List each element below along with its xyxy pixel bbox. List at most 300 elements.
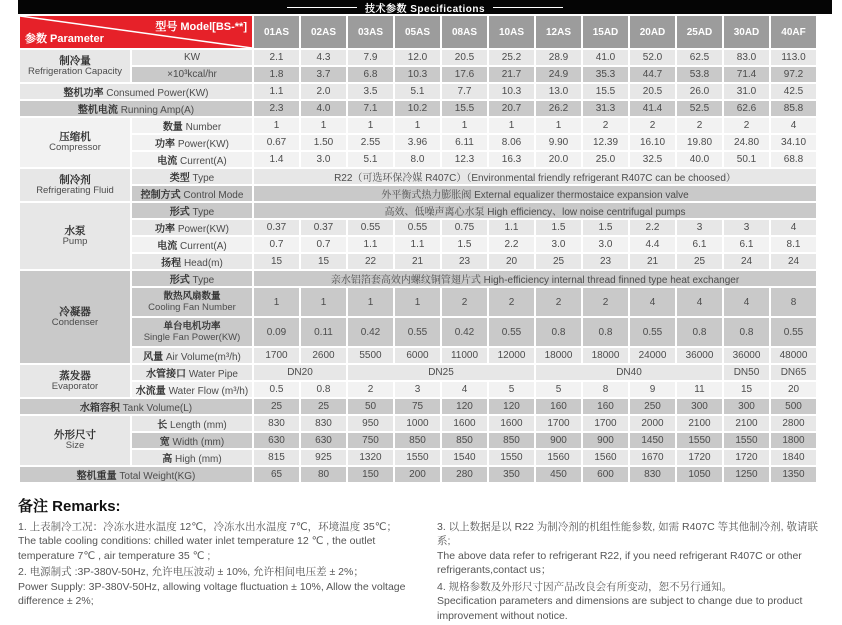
row-label-pump-type — [131, 202, 253, 219]
label-zh: 功率 — [155, 224, 176, 235]
value-cell-consumed-power-01AS: 1.1 — [253, 83, 300, 100]
value-cell-compressor-number-08AS: 1 — [441, 117, 488, 134]
value-cell-size-length-08AS: 1600 — [441, 415, 488, 432]
table-row-refrigerant-control — [19, 185, 817, 202]
title-left-rule — [287, 7, 357, 8]
value-cell-size-high-10AS: 1550 — [488, 449, 535, 466]
value-cell-evaporator-flow-08AS: 4 — [441, 381, 488, 398]
value-cell-compressor-power-03AS: 2.55 — [347, 134, 394, 151]
span-cell-evaporator-pipe-DN65: DN65 — [770, 364, 817, 381]
value-cell-compressor-number-15AD: 2 — [582, 117, 629, 134]
row-label-evaporator-flow — [131, 381, 253, 398]
label-zh: 水流量 — [135, 386, 166, 397]
value-cell-compressor-current-10AS: 16.3 — [488, 151, 535, 168]
remarks-title: 备注 Remarks: — [18, 498, 121, 515]
model-header-08AS: 08AS — [441, 15, 488, 49]
value-cell-capacity-kw-20AD: 52.0 — [629, 49, 676, 66]
value-cell-evaporator-flow-12AS: 5 — [535, 381, 582, 398]
value-cell-total-weight-10AS: 350 — [488, 466, 535, 483]
value-cell-total-weight-30AD: 1250 — [723, 466, 770, 483]
span-cell-evaporator-pipe-DN50: DN50 — [723, 364, 770, 381]
value-cell-tank-volume-12AS: 160 — [535, 398, 582, 415]
label-en: Water Pipe — [188, 369, 238, 380]
value-cell-compressor-number-30AD: 2 — [723, 117, 770, 134]
value-cell-running-amp-10AS: 20.7 — [488, 100, 535, 117]
remark-zh: 1. 上表制冷工况：冷冻水进水温度 12℃，冷冻水出水温度 7℃，环境温度 35℃； — [18, 521, 397, 533]
value-cell-tank-volume-20AD: 250 — [629, 398, 676, 415]
value-cell-condenser-air-volume-10AS: 12000 — [488, 347, 535, 364]
value-cell-size-width-08AS: 850 — [441, 432, 488, 449]
row-label-refrigerant-type — [131, 168, 253, 185]
span-cell-evaporator-pipe-DN25: DN25 — [347, 364, 535, 381]
label-zh: 形式 — [169, 207, 190, 218]
value-cell-tank-volume-01AS: 25 — [253, 398, 300, 415]
value-cell-size-high-40AF: 1840 — [770, 449, 817, 466]
value-cell-running-amp-02AS: 4.0 — [300, 100, 347, 117]
table-row-compressor-power — [19, 134, 817, 151]
value-cell-tank-volume-08AS: 120 — [441, 398, 488, 415]
group-label-zh: 制冷剂 — [59, 173, 91, 186]
table-row-size-high — [19, 449, 817, 466]
value-cell-running-amp-03AS: 7.1 — [347, 100, 394, 117]
label-zh: 控制方式 — [140, 190, 181, 201]
value-cell-pump-head-30AD: 24 — [723, 253, 770, 270]
model-header-10AS: 10AS — [488, 15, 535, 49]
value-cell-pump-head-05AS: 21 — [394, 253, 441, 270]
row-label-pump-power — [131, 219, 253, 236]
table-row-refrigerant-type — [19, 168, 817, 185]
row-label-compressor-current — [131, 151, 253, 168]
value-cell-size-length-10AS: 1600 — [488, 415, 535, 432]
value-cell-condenser-fan-number-10AS: 2 — [488, 287, 535, 317]
value-cell-condenser-air-volume-05AS: 6000 — [394, 347, 441, 364]
value-cell-pump-power-25AD: 3 — [676, 219, 723, 236]
value-cell-consumed-power-30AD: 31.0 — [723, 83, 770, 100]
value-cell-capacity-kcal-40AF: 97.2 — [770, 66, 817, 83]
value-cell-total-weight-40AF: 1350 — [770, 466, 817, 483]
label-en: Single Fan Power(KW) — [143, 332, 241, 343]
table-row-pump-head — [19, 253, 817, 270]
value-cell-condenser-fan-power-25AD: 0.8 — [676, 317, 723, 347]
value-cell-condenser-fan-power-05AS: 0.55 — [394, 317, 441, 347]
value-cell-compressor-power-25AD: 19.80 — [676, 134, 723, 151]
value-cell-compressor-current-30AD: 50.1 — [723, 151, 770, 168]
table-row-evaporator-pipe — [19, 364, 817, 381]
remark-item — [437, 520, 830, 578]
label-zh: 水箱容积 — [79, 403, 120, 414]
group-label-en: Refrigeration Capacity — [28, 65, 122, 77]
value-cell-consumed-power-02AS: 2.0 — [300, 83, 347, 100]
value-cell-condenser-fan-number-02AS: 1 — [300, 287, 347, 317]
label-en: ×10³kcal/hr — [167, 69, 217, 80]
value-cell-pump-current-25AD: 6.1 — [676, 236, 723, 253]
value-cell-pump-head-12AS: 25 — [535, 253, 582, 270]
label-zh: 散热风扇数量 — [163, 290, 221, 302]
value-cell-size-length-02AS: 830 — [300, 415, 347, 432]
value-cell-compressor-number-40AF: 4 — [770, 117, 817, 134]
value-cell-condenser-air-volume-15AD: 18000 — [582, 347, 629, 364]
span-cell-evaporator-pipe-DN40: DN40 — [535, 364, 723, 381]
row-label-refrigerant-control — [131, 185, 253, 202]
value-cell-size-length-30AD: 2100 — [723, 415, 770, 432]
value-cell-condenser-fan-power-40AF: 0.55 — [770, 317, 817, 347]
group-cell-capacity-kw — [19, 49, 131, 83]
label-zh: 单台电机功率 — [163, 320, 221, 332]
value-cell-pump-current-10AS: 2.2 — [488, 236, 535, 253]
value-cell-pump-head-25AD: 25 — [676, 253, 723, 270]
value-cell-size-high-15AD: 1560 — [582, 449, 629, 466]
value-cell-capacity-kw-10AS: 25.2 — [488, 49, 535, 66]
value-cell-capacity-kw-30AD: 83.0 — [723, 49, 770, 66]
group-label-zh: 蒸发器 — [59, 369, 91, 382]
value-cell-total-weight-02AS: 80 — [300, 466, 347, 483]
label-zh: 功率 — [155, 139, 176, 150]
specifications-table — [18, 14, 818, 484]
value-cell-consumed-power-40AF: 42.5 — [770, 83, 817, 100]
value-cell-running-amp-15AD: 31.3 — [582, 100, 629, 117]
value-cell-size-width-20AD: 1450 — [629, 432, 676, 449]
row-label-pump-head — [131, 253, 253, 270]
table-row-tank-volume — [19, 398, 817, 415]
row-label-condenser-fan-number — [131, 287, 253, 317]
value-cell-condenser-air-volume-12AS: 18000 — [535, 347, 582, 364]
value-cell-capacity-kcal-01AS: 1.8 — [253, 66, 300, 83]
remark-zh: 4. 规格参数及外形尺寸因产品改良会有所变动，恕不另行通知。 — [437, 580, 733, 593]
label-zh: 电流 — [157, 156, 178, 167]
value-cell-total-weight-03AS: 150 — [347, 466, 394, 483]
value-cell-size-high-05AS: 1550 — [394, 449, 441, 466]
table-row-capacity-kw — [19, 49, 817, 66]
value-cell-size-length-03AS: 950 — [347, 415, 394, 432]
value-cell-evaporator-flow-03AS: 2 — [347, 381, 394, 398]
value-cell-condenser-fan-power-20AD: 0.55 — [629, 317, 676, 347]
value-cell-compressor-current-12AS: 20.0 — [535, 151, 582, 168]
label-en: Type — [192, 173, 215, 184]
table-row-condenser-fan-number — [19, 287, 817, 317]
value-cell-capacity-kcal-08AS: 17.6 — [441, 66, 488, 83]
label-en: Total Weight(KG) — [119, 471, 196, 482]
label-en: Current(A) — [180, 156, 227, 167]
value-cell-pump-power-40AF: 4 — [770, 219, 817, 236]
value-cell-size-length-20AD: 2000 — [629, 415, 676, 432]
value-cell-condenser-air-volume-03AS: 5500 — [347, 347, 394, 364]
value-cell-compressor-number-20AD: 2 — [629, 117, 676, 134]
group-label-zh: 水泵 — [64, 224, 86, 237]
specifications-title-bar — [18, 0, 832, 14]
value-cell-pump-head-20AD: 21 — [629, 253, 676, 270]
value-cell-pump-current-20AD: 4.4 — [629, 236, 676, 253]
value-cell-capacity-kcal-30AD: 71.4 — [723, 66, 770, 83]
value-cell-compressor-power-10AS: 8.06 — [488, 134, 535, 151]
value-cell-total-weight-08AS: 280 — [441, 466, 488, 483]
value-cell-running-amp-25AD: 52.5 — [676, 100, 723, 117]
label-zh: 风量 — [143, 352, 164, 363]
label-zh: 扬程 — [161, 258, 182, 269]
group-label-en: Pump — [62, 235, 88, 247]
value-cell-compressor-power-12AS: 9.90 — [535, 134, 582, 151]
label-zh: 宽 — [159, 437, 170, 448]
remark-en: Specification parameters and dimensions are subject to change due to product improvement without notice. — [437, 595, 803, 622]
row-label-pump-current — [131, 236, 253, 253]
model-header-30AD: 30AD — [723, 15, 770, 49]
value-cell-pump-head-40AF: 24 — [770, 253, 817, 270]
remark-zh: 2. 电源制式 :3P-380V-50Hz, 允许电压波动 ± 10%, 允许相间电压差 ± 2%； — [18, 566, 364, 579]
value-cell-tank-volume-40AF: 500 — [770, 398, 817, 415]
label-zh: 整机功率 — [63, 88, 104, 99]
row-label-evaporator-pipe — [131, 364, 253, 381]
value-cell-condenser-fan-power-01AS: 0.09 — [253, 317, 300, 347]
group-cell-pump-type — [19, 202, 131, 270]
group-label-zh: 制冷量 — [59, 54, 91, 67]
value-cell-pump-power-01AS: 0.37 — [253, 219, 300, 236]
label-zh: 水管接口 — [146, 369, 187, 380]
value-cell-consumed-power-05AS: 5.1 — [394, 83, 441, 100]
row-label-size-length — [131, 415, 253, 432]
label-en: Power(KW) — [177, 139, 229, 150]
model-header-20AD: 20AD — [629, 15, 676, 49]
group-label-en: Refrigerating Fluid — [36, 184, 114, 196]
value-cell-size-width-40AF: 1800 — [770, 432, 817, 449]
value-cell-consumed-power-15AD: 15.5 — [582, 83, 629, 100]
value-cell-capacity-kw-12AS: 28.9 — [535, 49, 582, 66]
value-cell-running-amp-12AS: 26.2 — [535, 100, 582, 117]
label-en: KW — [183, 52, 201, 63]
row-label-compressor-number — [131, 117, 253, 134]
value-cell-running-amp-05AS: 10.2 — [394, 100, 441, 117]
label-zh: 电流 — [157, 241, 178, 252]
group-cell-evaporator-pipe — [19, 364, 131, 398]
value-cell-condenser-fan-number-03AS: 1 — [347, 287, 394, 317]
label-en: Tank Volume(L) — [122, 403, 193, 414]
value-cell-compressor-current-40AF: 68.8 — [770, 151, 817, 168]
value-cell-compressor-number-10AS: 1 — [488, 117, 535, 134]
value-cell-compressor-number-02AS: 1 — [300, 117, 347, 134]
value-cell-capacity-kcal-15AD: 35.3 — [582, 66, 629, 83]
value-cell-tank-volume-03AS: 50 — [347, 398, 394, 415]
remarks-columns — [18, 520, 830, 625]
value-cell-size-length-12AS: 1700 — [535, 415, 582, 432]
value-cell-size-high-03AS: 1320 — [347, 449, 394, 466]
model-header-05AS: 05AS — [394, 15, 441, 49]
value-cell-compressor-power-20AD: 16.10 — [629, 134, 676, 151]
value-cell-condenser-fan-number-25AD: 4 — [676, 287, 723, 317]
value-cell-pump-power-30AD: 3 — [723, 219, 770, 236]
value-cell-consumed-power-08AS: 7.7 — [441, 83, 488, 100]
value-cell-pump-power-12AS: 1.5 — [535, 219, 582, 236]
value-cell-compressor-power-02AS: 1.50 — [300, 134, 347, 151]
value-cell-condenser-air-volume-08AS: 11000 — [441, 347, 488, 364]
value-cell-size-width-05AS: 850 — [394, 432, 441, 449]
value-cell-size-width-02AS: 630 — [300, 432, 347, 449]
label-en: Water Flow (m³/h) — [168, 386, 249, 397]
row-label-size-width — [131, 432, 253, 449]
value-cell-pump-current-02AS: 0.7 — [300, 236, 347, 253]
value-cell-size-high-08AS: 1540 — [441, 449, 488, 466]
value-cell-capacity-kcal-20AD: 44.7 — [629, 66, 676, 83]
table-row-evaporator-flow — [19, 381, 817, 398]
value-cell-running-amp-30AD: 62.6 — [723, 100, 770, 117]
model-header-02AS: 02AS — [300, 15, 347, 49]
value-cell-pump-head-08AS: 23 — [441, 253, 488, 270]
value-cell-pump-current-03AS: 1.1 — [347, 236, 394, 253]
value-cell-evaporator-flow-30AD: 15 — [723, 381, 770, 398]
value-cell-pump-head-02AS: 15 — [300, 253, 347, 270]
value-cell-size-width-30AD: 1550 — [723, 432, 770, 449]
value-cell-pump-head-01AS: 15 — [253, 253, 300, 270]
value-cell-capacity-kcal-05AS: 10.3 — [394, 66, 441, 83]
value-cell-size-width-01AS: 630 — [253, 432, 300, 449]
label-zh: 整机重量 — [76, 471, 117, 482]
page-title: 技术参数 Specifications — [364, 3, 486, 15]
value-cell-size-length-15AD: 1700 — [582, 415, 629, 432]
value-cell-size-high-12AS: 1560 — [535, 449, 582, 466]
value-cell-compressor-number-03AS: 1 — [347, 117, 394, 134]
value-cell-compressor-power-05AS: 3.96 — [394, 134, 441, 151]
value-cell-running-amp-40AF: 85.8 — [770, 100, 817, 117]
table-header-row — [19, 15, 817, 49]
row-label-total-weight — [19, 466, 253, 483]
row-label-capacity-kcal — [131, 66, 253, 83]
value-cell-pump-power-15AD: 1.5 — [582, 219, 629, 236]
value-cell-consumed-power-20AD: 20.5 — [629, 83, 676, 100]
group-label-zh: 压缩机 — [59, 131, 91, 143]
model-header-01AS: 01AS — [253, 15, 300, 49]
value-cell-capacity-kcal-25AD: 53.8 — [676, 66, 723, 83]
group-cell-compressor-number — [19, 117, 131, 168]
value-cell-size-high-30AD: 1720 — [723, 449, 770, 466]
row-label-size-high — [131, 449, 253, 466]
value-cell-pump-current-01AS: 0.7 — [253, 236, 300, 253]
remark-zh: 3. 以上数据是以 R22 为制冷剂的机组性能参数, 如需 R407C 等其他制冷剂, 敬请联系; — [437, 521, 818, 548]
value-cell-total-weight-20AD: 830 — [629, 466, 676, 483]
value-cell-capacity-kw-25AD: 62.5 — [676, 49, 723, 66]
value-cell-tank-volume-10AS: 120 — [488, 398, 535, 415]
group-cell-refrigerant-type — [19, 168, 131, 202]
label-zh: 高 — [162, 454, 173, 465]
value-cell-tank-volume-15AD: 160 — [582, 398, 629, 415]
table-row-consumed-power — [19, 83, 817, 100]
group-cell-condenser-type — [19, 270, 131, 364]
value-cell-evaporator-flow-10AS: 5 — [488, 381, 535, 398]
value-cell-compressor-current-01AS: 1.4 — [253, 151, 300, 168]
parameter-header-label: 参数 Parameter — [25, 33, 104, 45]
label-en: Running Amp(A) — [120, 105, 195, 116]
value-cell-pump-current-05AS: 1.1 — [394, 236, 441, 253]
model-header-15AD: 15AD — [582, 15, 629, 49]
value-cell-capacity-kw-40AF: 113.0 — [770, 49, 817, 66]
value-cell-total-weight-15AD: 600 — [582, 466, 629, 483]
value-cell-size-length-25AD: 2100 — [676, 415, 723, 432]
remarks-section — [18, 495, 830, 625]
row-label-condenser-fan-power — [131, 317, 253, 347]
label-en: Type — [192, 275, 215, 286]
value-cell-size-high-20AD: 1670 — [629, 449, 676, 466]
label-en: Type — [192, 207, 215, 218]
value-cell-evaporator-flow-05AS: 3 — [394, 381, 441, 398]
label-zh: 长 — [157, 420, 168, 431]
label-en: Head(m) — [183, 258, 223, 269]
value-cell-evaporator-flow-25AD: 11 — [676, 381, 723, 398]
value-cell-compressor-power-40AF: 34.10 — [770, 134, 817, 151]
remark-en: Power Supply: 3P-380V-50Hz, allowing voltage fluctuation ± 10%, Allow the voltage difference ± 2%; — [18, 580, 406, 608]
value-cell-pump-current-40AF: 8.1 — [770, 236, 817, 253]
table-row-total-weight — [19, 466, 817, 483]
value-cell-size-high-25AD: 1720 — [676, 449, 723, 466]
value-cell-capacity-kw-02AS: 4.3 — [300, 49, 347, 66]
label-en: Power(KW) — [177, 224, 229, 235]
model-header-label: 型号 Model[BS-**] — [155, 21, 247, 33]
remarks-column-2 — [437, 520, 830, 625]
value-cell-tank-volume-05AS: 75 — [394, 398, 441, 415]
value-cell-compressor-current-03AS: 5.1 — [347, 151, 394, 168]
value-cell-condenser-air-volume-20AD: 24000 — [629, 347, 676, 364]
value-cell-pump-head-10AS: 20 — [488, 253, 535, 270]
value-cell-compressor-current-15AD: 25.0 — [582, 151, 629, 168]
value-cell-condenser-fan-power-12AS: 0.8 — [535, 317, 582, 347]
row-label-condenser-air-volume — [131, 347, 253, 364]
span-cell-refrigerant-control: 外平衡式热力膨胀阀 External equalizer thermostaice expansion valve — [253, 185, 817, 202]
value-cell-size-width-10AS: 850 — [488, 432, 535, 449]
table-row-pump-power — [19, 219, 817, 236]
group-label-zh: 外形尺寸 — [54, 429, 96, 441]
value-cell-running-amp-01AS: 2.3 — [253, 100, 300, 117]
remark-item — [437, 580, 830, 623]
value-cell-pump-power-03AS: 0.55 — [347, 219, 394, 236]
value-cell-evaporator-flow-40AF: 20 — [770, 381, 817, 398]
value-cell-compressor-power-30AD: 24.80 — [723, 134, 770, 151]
label-en: Control Mode — [183, 190, 244, 201]
value-cell-condenser-fan-power-10AS: 0.55 — [488, 317, 535, 347]
value-cell-condenser-fan-number-20AD: 4 — [629, 287, 676, 317]
value-cell-tank-volume-02AS: 25 — [300, 398, 347, 415]
value-cell-capacity-kw-15AD: 41.0 — [582, 49, 629, 66]
value-cell-size-length-01AS: 830 — [253, 415, 300, 432]
value-cell-capacity-kcal-02AS: 3.7 — [300, 66, 347, 83]
value-cell-compressor-current-02AS: 3.0 — [300, 151, 347, 168]
row-label-condenser-type — [131, 270, 253, 287]
value-cell-pump-power-10AS: 1.1 — [488, 219, 535, 236]
row-label-tank-volume — [19, 398, 253, 415]
value-cell-condenser-fan-power-02AS: 0.11 — [300, 317, 347, 347]
span-cell-condenser-type: 亲水铝箔套高效内螺纹铜管翅片式 High-efficiency internal thread finned type heat exchanger — [253, 270, 817, 287]
value-cell-condenser-fan-power-08AS: 0.42 — [441, 317, 488, 347]
table-row-size-length — [19, 415, 817, 432]
value-cell-pump-power-20AD: 2.2 — [629, 219, 676, 236]
value-cell-tank-volume-25AD: 300 — [676, 398, 723, 415]
value-cell-consumed-power-12AS: 13.0 — [535, 83, 582, 100]
value-cell-size-width-15AD: 900 — [582, 432, 629, 449]
group-label-en: Compressor — [49, 142, 101, 154]
value-cell-total-weight-12AS: 450 — [535, 466, 582, 483]
value-cell-pump-current-08AS: 1.5 — [441, 236, 488, 253]
label-en: Length (mm) — [170, 420, 227, 431]
value-cell-condenser-fan-number-05AS: 1 — [394, 287, 441, 317]
table-row-running-amp — [19, 100, 817, 117]
value-cell-capacity-kcal-12AS: 24.9 — [535, 66, 582, 83]
value-cell-condenser-fan-number-08AS: 2 — [441, 287, 488, 317]
table-row-pump-current — [19, 236, 817, 253]
label-en: Consumed Power(KW) — [106, 88, 209, 99]
value-cell-consumed-power-25AD: 26.0 — [676, 83, 723, 100]
table-row-capacity-kcal — [19, 66, 817, 83]
value-cell-pump-power-08AS: 0.75 — [441, 219, 488, 236]
value-cell-condenser-air-volume-25AD: 36000 — [676, 347, 723, 364]
table-row-pump-type — [19, 202, 817, 219]
value-cell-compressor-power-08AS: 6.11 — [441, 134, 488, 151]
value-cell-condenser-fan-number-30AD: 4 — [723, 287, 770, 317]
model-header-12AS: 12AS — [535, 15, 582, 49]
value-cell-capacity-kw-08AS: 20.5 — [441, 49, 488, 66]
